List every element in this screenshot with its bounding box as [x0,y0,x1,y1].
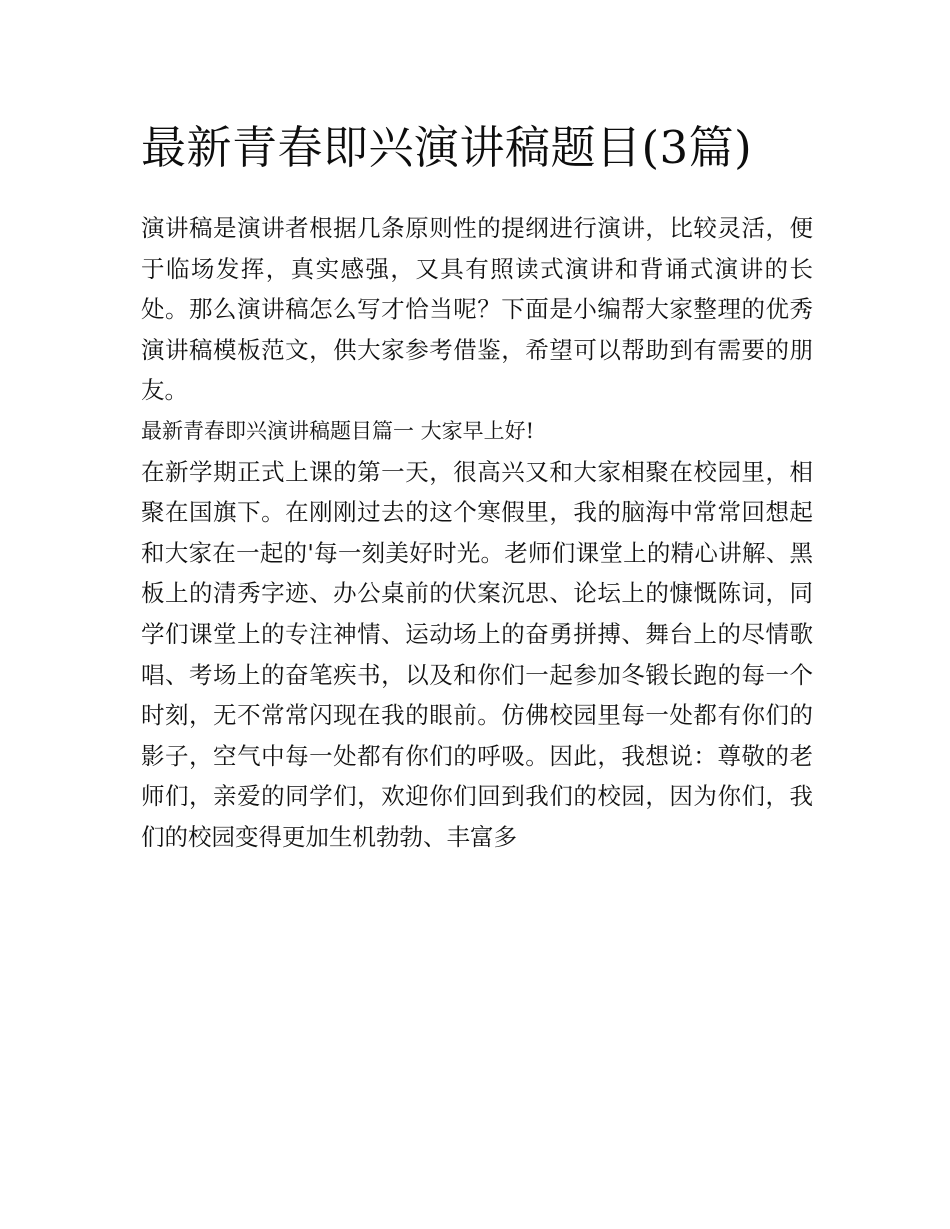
intro-paragraph: 演讲稿是演讲者根据几条原则性的提纲进行演讲，比较灵活，便于临场发挥，真实感强，又具有照读式演讲和背诵式演讲的长处。那么演讲稿怎么写才恰当呢？下面是小编帮大家整理的优秀演讲稿模板范文，供大家参考借鉴，希望可以帮助到有需要的朋友。 [141,214,813,405]
section-heading: 最新青春即兴演讲稿题目篇一 大家早上好! [141,418,535,443]
document-page [141,108,813,858]
document-body [141,208,813,858]
document-title: 最新青春即兴演讲稿题目(3篇) [141,121,753,174]
body-paragraph: 在新学期正式上课的第一天，很高兴又和大家相聚在校园里，相聚在国旗下。在刚刚过去的这个寒假里，我的脑海中常常回想起和大家在一起的'每一刻美好时光。老师们课堂上的精心讲解、黑板上的清秀字迹、办公桌前的伏案沉思、论坛上的慷慨陈词，同学们课堂上的专注神情、运动场上的奋勇拼搏、舞台上的尽情歌唱、考场上的奋笔疾书，以及和你们一起参加冬锻长跑的每一个时刻，无不常常闪现在我的眼前。仿佛校园里每一处都有你们的影子，空气中每一处都有你们的呼吸。因此，我想说：尊敬的老师们，亲爱的同学们，欢迎你们回到我们的校园，因为你们，我们的校园变得更加生机勃勃、丰富多 [141,457,813,851]
